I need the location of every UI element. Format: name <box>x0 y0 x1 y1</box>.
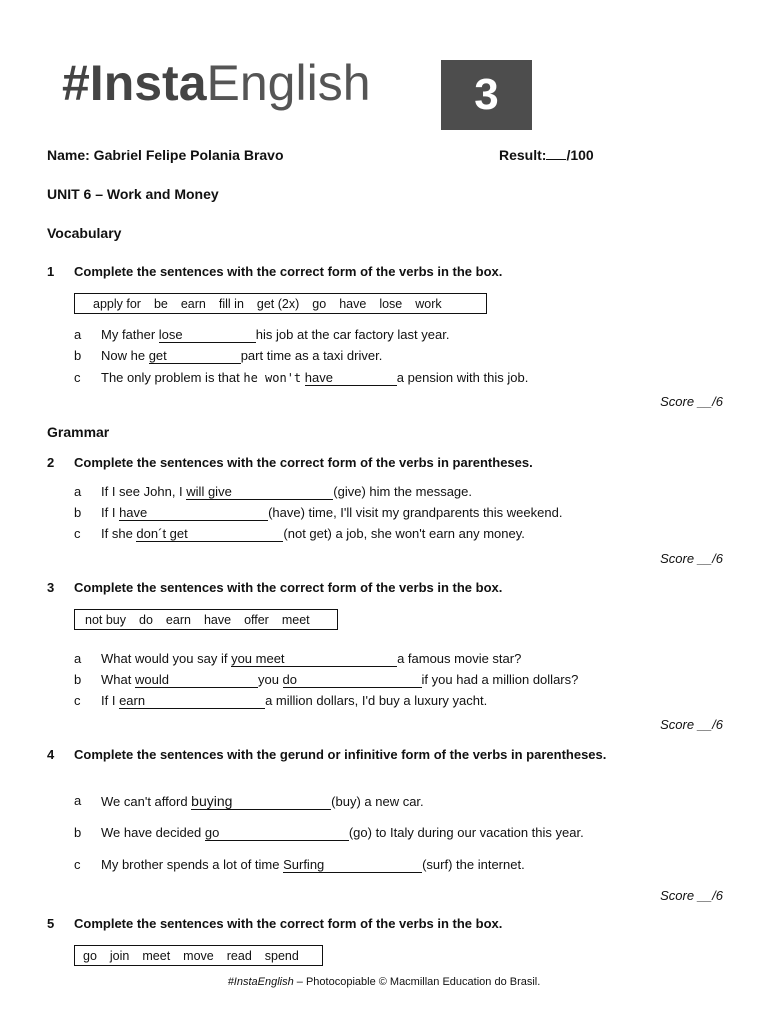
unit-title: UNIT 6 – Work and Money <box>47 186 219 202</box>
ex3-item-letter: a <box>74 651 82 666</box>
word-box-item: have <box>203 612 232 627</box>
word-box-item: work <box>415 296 442 311</box>
ex4-item-letter: a <box>74 793 82 808</box>
word-box-item: offer <box>244 612 269 627</box>
ex1-score: Score __/6 <box>660 394 723 409</box>
ex2-item-b: If I have (have) time, I'll visit my grandparents this weekend. <box>101 505 563 520</box>
answer-field[interactable]: do <box>283 672 422 688</box>
word-box-item: apply for <box>93 296 141 311</box>
ex4-score: Score __/6 <box>660 888 723 903</box>
ex3-item-letter: b <box>74 672 82 687</box>
ex4-item-letter: c <box>74 857 81 872</box>
word-box-item: earn <box>180 296 206 311</box>
insta-english-logo: #InstaEnglish <box>62 55 371 111</box>
word-box-item: lose <box>379 296 403 311</box>
page-footer: #InstaEnglish – Photocopiable © Macmillan Education do Brasil. <box>227 976 541 988</box>
answer-field[interactable]: would <box>135 672 258 688</box>
ex3-score: Score __/6 <box>660 717 723 732</box>
word-box-item: not buy <box>85 612 127 627</box>
answer-field[interactable]: have <box>119 505 268 521</box>
ex3-item-b: What would you do if you had a million dollars? <box>101 672 579 687</box>
ex3-item-c: If I earn a million dollars, I'd buy a luxury yacht. <box>101 693 488 708</box>
ex1-item-a: My father lose his job at the car factory last year. <box>101 327 450 342</box>
word-box-item: join <box>109 948 130 963</box>
answer-field[interactable]: you meet <box>231 651 397 667</box>
answer-field[interactable]: don´t get <box>136 526 283 542</box>
word-box-item: move <box>183 948 214 963</box>
ex1-instruction: Complete the sentences with the correct form of the verbs in the box. <box>74 264 503 279</box>
ex5-word-box <box>74 945 323 966</box>
ex2-item-letter: a <box>74 484 82 499</box>
ex2-item-c: If she don´t get (not get) a job, she won't earn any money. <box>101 526 525 541</box>
ex3-instruction: Complete the sentences with the correct form of the verbs in the box. <box>74 580 503 595</box>
ex5-number: 5 <box>47 916 55 931</box>
ex1-item-c: The only problem is that he won't have a pension with this job. <box>101 370 529 385</box>
ex1-item-letter: c <box>74 370 81 385</box>
word-box-item: meet <box>142 948 171 963</box>
word-box-item: get (2x) <box>256 296 300 311</box>
ex4-number: 4 <box>47 747 55 762</box>
student-name: Name: Gabriel Felipe Polania Bravo <box>47 147 284 163</box>
ex1-item-letter: a <box>74 327 82 342</box>
word-box-item: go <box>312 296 327 311</box>
ex1-number: 1 <box>47 264 55 279</box>
ex2-number: 2 <box>47 455 55 470</box>
ex4-item-c: My brother spends a lot of time Surfing (surf) the internet. <box>101 857 525 872</box>
word-box-item: have <box>339 296 367 311</box>
vocabulary-heading: Vocabulary <box>47 225 122 241</box>
answer-field[interactable]: get <box>149 348 241 364</box>
ex4-item-b: We have decided go (go) to Italy during our vacation this year. <box>101 825 584 840</box>
grammar-heading: Grammar <box>47 424 110 440</box>
ex1-word-box <box>74 293 487 314</box>
ex3-item-letter: c <box>74 693 81 708</box>
ex2-score: Score __/6 <box>660 551 723 566</box>
word-box-item: go <box>83 948 97 963</box>
word-box-item: fill in <box>218 296 244 311</box>
ex4-item-letter: b <box>74 825 82 840</box>
answer-field[interactable]: earn <box>119 693 265 709</box>
result-field: Result: /100 <box>499 147 594 163</box>
word-box-item: spend <box>264 948 299 963</box>
answer-field[interactable]: have <box>305 370 397 386</box>
word-box-item: earn <box>165 612 191 627</box>
ex4-item-a: We can't afford buying (buy) a new car. <box>101 793 424 809</box>
ex1-item-b: Now he get part time as a taxi driver. <box>101 348 383 363</box>
answer-field[interactable]: go <box>205 825 349 841</box>
ex4-instruction: Complete the sentences with the gerund or infinitive form of the verbs in parentheses. <box>74 747 607 762</box>
word-box-item: do <box>139 612 153 627</box>
ex2-instruction: Complete the sentences with the correct form of the verbs in parentheses. <box>74 455 533 470</box>
answer-field[interactable]: buying <box>191 793 331 810</box>
ex1-item-letter: b <box>74 348 82 363</box>
answer-field[interactable]: lose <box>159 327 256 343</box>
answer-field[interactable]: will give <box>186 484 333 500</box>
ex3-item-a: What would you say if you meet a famous movie star? <box>101 651 522 666</box>
word-box-item: read <box>226 948 252 963</box>
ex2-item-letter: c <box>74 526 81 541</box>
ex2-item-a: If I see John, I will give (give) him the message. <box>101 484 473 499</box>
word-box-item: be <box>153 296 168 311</box>
ex2-item-letter: b <box>74 505 82 520</box>
level-badge: 3 <box>441 60 532 130</box>
ex5-instruction: Complete the sentences with the correct form of the verbs in the box. <box>74 916 503 931</box>
ex3-word-box <box>74 609 338 630</box>
word-box-item: meet <box>281 612 310 627</box>
ex3-number: 3 <box>47 580 55 595</box>
answer-field[interactable]: Surfing <box>283 857 422 873</box>
